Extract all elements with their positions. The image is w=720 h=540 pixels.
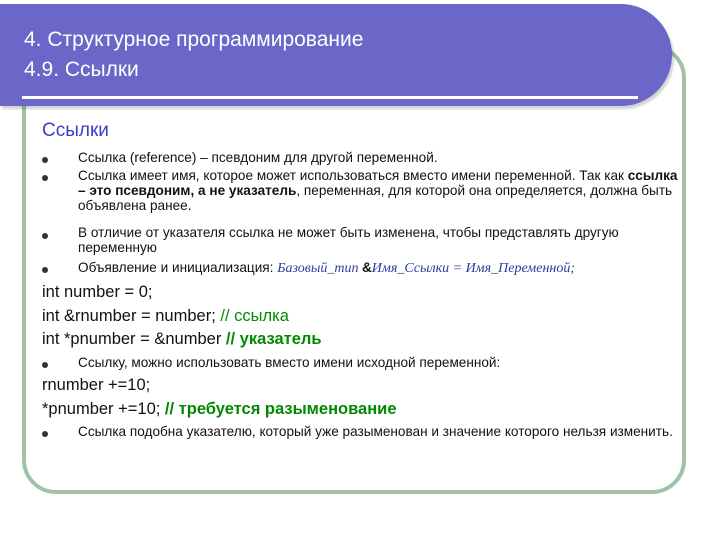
bullet-text-part: Объявление и инициализация: [78,260,278,275]
syntax-template [277,261,575,276]
bullet-bold-phrase: ссылка – это псевдоним, а не указатель [78,168,678,198]
bullet-text [78,260,678,276]
code-comment: // ссылка [220,307,289,325]
section-heading: Ссылки [42,120,109,141]
code-text: rnumber +=10; [42,376,151,394]
code-text: *pnumber +=10; [42,400,165,418]
bullet-dot [42,362,48,368]
code-line [42,330,322,349]
bullet-text: Ссылка (reference) – псевдоним для другой переменной. [78,150,438,165]
code-text: int number = 0; [42,283,153,301]
code-line [42,283,153,302]
title-bar [0,4,672,106]
code-comment: // указатель [225,330,322,348]
code-line [42,307,289,326]
bullet-dot [42,175,48,181]
bullet-text [78,168,678,213]
bullet-dot [42,431,48,437]
bullet-text-part: , переменная, для которой она определяется, должна быть объявлена ранее. [78,183,673,213]
code-comment: // требуется разыменование [164,400,397,418]
code-text: int *pnumber = &number [42,330,226,348]
code-line [42,376,150,395]
bullet-text: Ссылку, можно использовать вместо имени исходной переменной: [78,355,501,370]
title-underline [22,96,638,99]
bullet-text-part: Ссылка имеет имя, которое может использоваться вместо имени переменной. Так как [78,168,628,183]
slide-title-line1: 4. Структурное программирование [24,28,364,51]
bullet-text: В отличие от указателя ссылка не может быть изменена, чтобы представлять другую переменную [78,225,619,255]
slide-title-line2: 4.9. Ссылки [24,58,139,81]
bullet-dot [42,233,48,239]
syntax-ampersand: & [361,260,372,275]
bullet-dot [42,157,48,163]
code-line [42,400,397,419]
code-text: int &rnumber = number; [42,307,221,325]
syntax-part: Имя_Ссылки = Имя_Переменной; [371,261,576,276]
syntax-part: Базовый_тип [277,261,362,276]
bullet-dot [42,267,48,273]
bullet-text: Ссылка подобна указателю, который уже разыменован и значение которого нельзя изменить. [78,424,673,439]
